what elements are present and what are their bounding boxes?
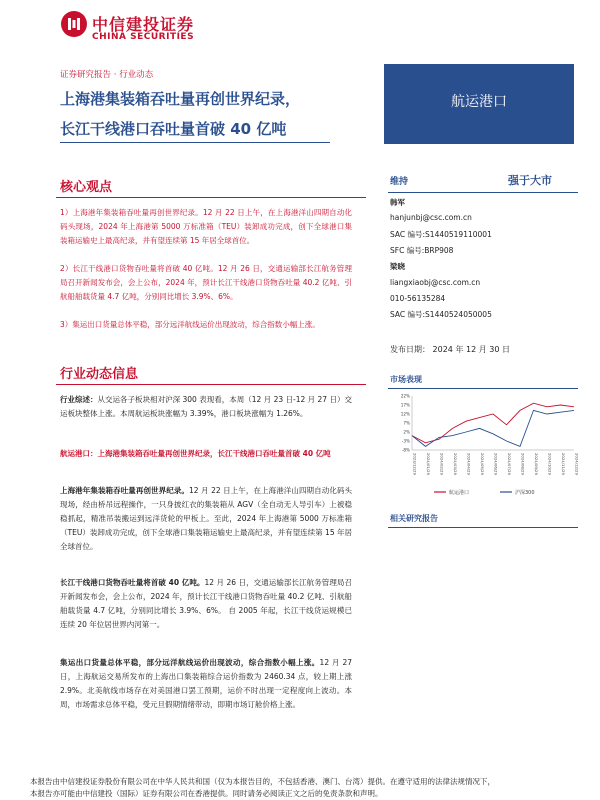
industry-summary-text: 从交运各子板块相对沪深 300 表现看，本周（12 月 23 日-12 月 27 日）交运板块整体上涨。本周航运板块涨幅为 3.39%，港口板块涨幅为 1.26%。 xyxy=(60,395,352,418)
chart-series-line xyxy=(412,403,574,443)
chart-x-tick-label: 2024/03/29 xyxy=(453,453,458,475)
chart-x-tick-label: 2024/08/29 xyxy=(520,453,526,475)
chart-y-tick-label: -3% xyxy=(401,438,410,444)
publish-date: 发布日期： 2024 年 12 月 30 日 xyxy=(390,345,510,354)
title-divider xyxy=(60,142,330,143)
industry-paragraph-1 xyxy=(60,484,352,554)
disclaimer-line-1: 本报告由中信建投证券股份有限公司在中华人民共和国（仅为本报告目的，不包括香港、澳门、台湾）提供。在遵守适用的法律法规情况下， xyxy=(30,777,495,786)
brand-logo-icon xyxy=(60,10,88,38)
chart-x-tick-label: 2024/10/29 xyxy=(547,453,553,475)
analyst-2-email[interactable]: liangxiaobj@csc.com.cn xyxy=(390,278,481,287)
disclaimer-line-2: 本报告亦可能由中信建投（国际）证券有限公司在香港提供。同时请务必阅读正文之后的免责条款和声明。 xyxy=(30,789,383,798)
chart-x-tick-label: 2024/12/29 xyxy=(574,453,580,475)
chart-x-tick-label: 2024/05/29 xyxy=(480,453,485,475)
analyst-1-name xyxy=(390,196,580,210)
sector-name: 航运港口 xyxy=(451,94,507,110)
industry-summary-label: 行业综述： xyxy=(60,395,98,404)
paragraph-1-lead: 上海港年集装箱吞吐量再创世界纪录。 xyxy=(60,486,189,495)
chart-x-tick-label: 2024/04/29 xyxy=(466,453,472,475)
chart-x-tick-label: 2024/01/29 xyxy=(426,453,431,475)
analyst-2-sac: SAC 编号:S1440524050005 xyxy=(390,310,492,319)
market-performance-divider xyxy=(388,388,578,389)
rating-value: 强于大市 xyxy=(508,174,552,187)
analyst-2-name-text: 梁晓 xyxy=(390,262,405,271)
paragraph-3-text: 12 月 27 日，上海航运交易所发布的上海出口集装箱综合运价指数为 2460.34 点，较上期上涨 2.9%。北美航线市场存在对美国港口罢工预期，运价不时出现一定程度向上波动。本周，市场需求总体平稳，受元旦假期情绪带动，即期市场订舱价格上涨。 xyxy=(60,658,352,709)
analyst-1-name-text: 韩军 xyxy=(390,198,405,207)
brand-logo xyxy=(60,10,220,50)
core-view-item-2: 2）长江干线港口货物吞吐量将首破 40 亿吨。12 月 26 日，交通运输部长江航务管理局召开新闻发布会，会上公布，2024 年，预计长江干线港口货物吞吐量 40.2 亿吨、引航船舶载货量 4.7 亿吨，分别同比增长 3.9%、6%。 xyxy=(60,264,352,301)
analyst-2-name xyxy=(390,260,580,274)
brand-name-en: CHINA SECURITIES xyxy=(92,32,195,42)
brand-name-cn: 中信建投证券 xyxy=(92,15,195,34)
report-type: 证券研究报告 · 行业动态 xyxy=(60,70,154,80)
chart-x-tick-label: 2023/12/29 xyxy=(412,453,418,475)
related-reports-title: 相关研究报告 xyxy=(390,514,438,523)
core-views-divider xyxy=(56,197,366,198)
disclaimer-footer xyxy=(30,776,590,800)
report-title-line2: 长江干线港口吞吐量首破 40 亿吨 xyxy=(60,120,287,138)
chart-x-tick-label: 2024/06/29 xyxy=(493,453,499,475)
chart-x-tick-label: 2024/02/29 xyxy=(439,453,445,475)
market-performance-title: 市场表现 xyxy=(390,375,422,384)
core-views-heading: 核心观点 xyxy=(60,180,113,195)
industry-sub-heading: 航运港口：上海港集装箱吞吐量再创世界纪录，长江干线港口吞吐量首破 40 亿吨 xyxy=(60,449,331,458)
industry-paragraph-2 xyxy=(60,576,352,632)
chart-y-tick-label: 7% xyxy=(403,420,410,426)
industry-heading: 行业动态信息 xyxy=(60,367,139,382)
paragraph-3-lead: 集运出口货量总体平稳，部分远洋航线运价出现波动，综合指数小幅上涨。 xyxy=(60,658,320,667)
industry-divider xyxy=(56,384,366,385)
analyst-1-sac: SAC 编号:S1440519110001 xyxy=(390,230,492,239)
chart-y-tick-label: 17% xyxy=(400,402,410,408)
chart-y-tick-label: -8% xyxy=(401,447,410,453)
chart-legend-label: 沪深300 xyxy=(515,490,535,496)
chart-series-line xyxy=(412,410,574,446)
chart-x-tick-label: 2024/11/29 xyxy=(561,453,566,475)
report-title-line1: 上海港集装箱吞吐量再创世界纪录， xyxy=(60,90,301,108)
industry-paragraph-3 xyxy=(60,656,352,712)
industry-summary xyxy=(60,393,352,421)
core-view-item-1: 1）上海港年集装箱吞吐量再创世界纪录。12 月 22 日上午，在上海港洋山四期自动化码头现场，2024 年上海港第 5000 万标准箱（TEU）装卸成功完成，创下全球港口集装箱运输史上最高纪录，并有望连续第 15 年居全球首位。 xyxy=(60,208,352,245)
related-reports-divider xyxy=(388,527,578,528)
chart-y-tick-label: 2% xyxy=(403,429,410,435)
chart-y-tick-label: 22% xyxy=(400,393,410,399)
core-view-item-3: 3）集运出口货量总体平稳，部分远洋航线运价出现波动，综合指数小幅上涨。 xyxy=(60,320,320,329)
paragraph-2-text: 12 月 26 日，交通运输部长江航务管理局召开新闻发布会，会上公布，2024 年，预计长江干线港口货物吞吐量 40.2 亿吨、引航船舶载货量 4.7 亿吨，分别同比增长 3.9%、6%。 自 2005 年起，长江干线货运规模已连续 20 年位居世界内河第一。 xyxy=(60,578,352,629)
paragraph-1-text: 12 月 22 日上午，在上海港洋山四期自动化码头现场，经由桥吊远程操作，一只身披红衣的集装箱从 AGV（全自动无人导引车）上被稳稳抓起，精准吊装搬运到远洋货轮的甲板上。至此，2024 年上海港第 5000 万标准箱（TEU）装卸成功完成，创下全球港口集装箱运输史上最高纪录，并有望连续第 15 年居全球首位。 xyxy=(60,486,352,551)
analyst-1-email[interactable]: hanjunbj@csc.com.cn xyxy=(390,213,472,222)
sector-banner xyxy=(384,64,574,144)
paragraph-2-lead: 长江干线港口货物吞吐量将首破 40 亿吨。 xyxy=(60,578,205,587)
analyst-1-sfc: SFC 编号:BRP908 xyxy=(390,246,454,255)
chart-x-tick-label: 2024/09/29 xyxy=(534,453,539,475)
analyst-2-phone: 010-56135284 xyxy=(390,294,446,303)
market-performance-chart xyxy=(390,390,580,502)
rating-label: 维持 xyxy=(390,177,409,187)
chart-legend-label: 航运港口 xyxy=(449,490,470,496)
chart-y-tick-label: 12% xyxy=(400,411,410,417)
chart-x-tick-label: 2024/07/29 xyxy=(507,453,512,475)
rating-divider xyxy=(388,192,578,193)
